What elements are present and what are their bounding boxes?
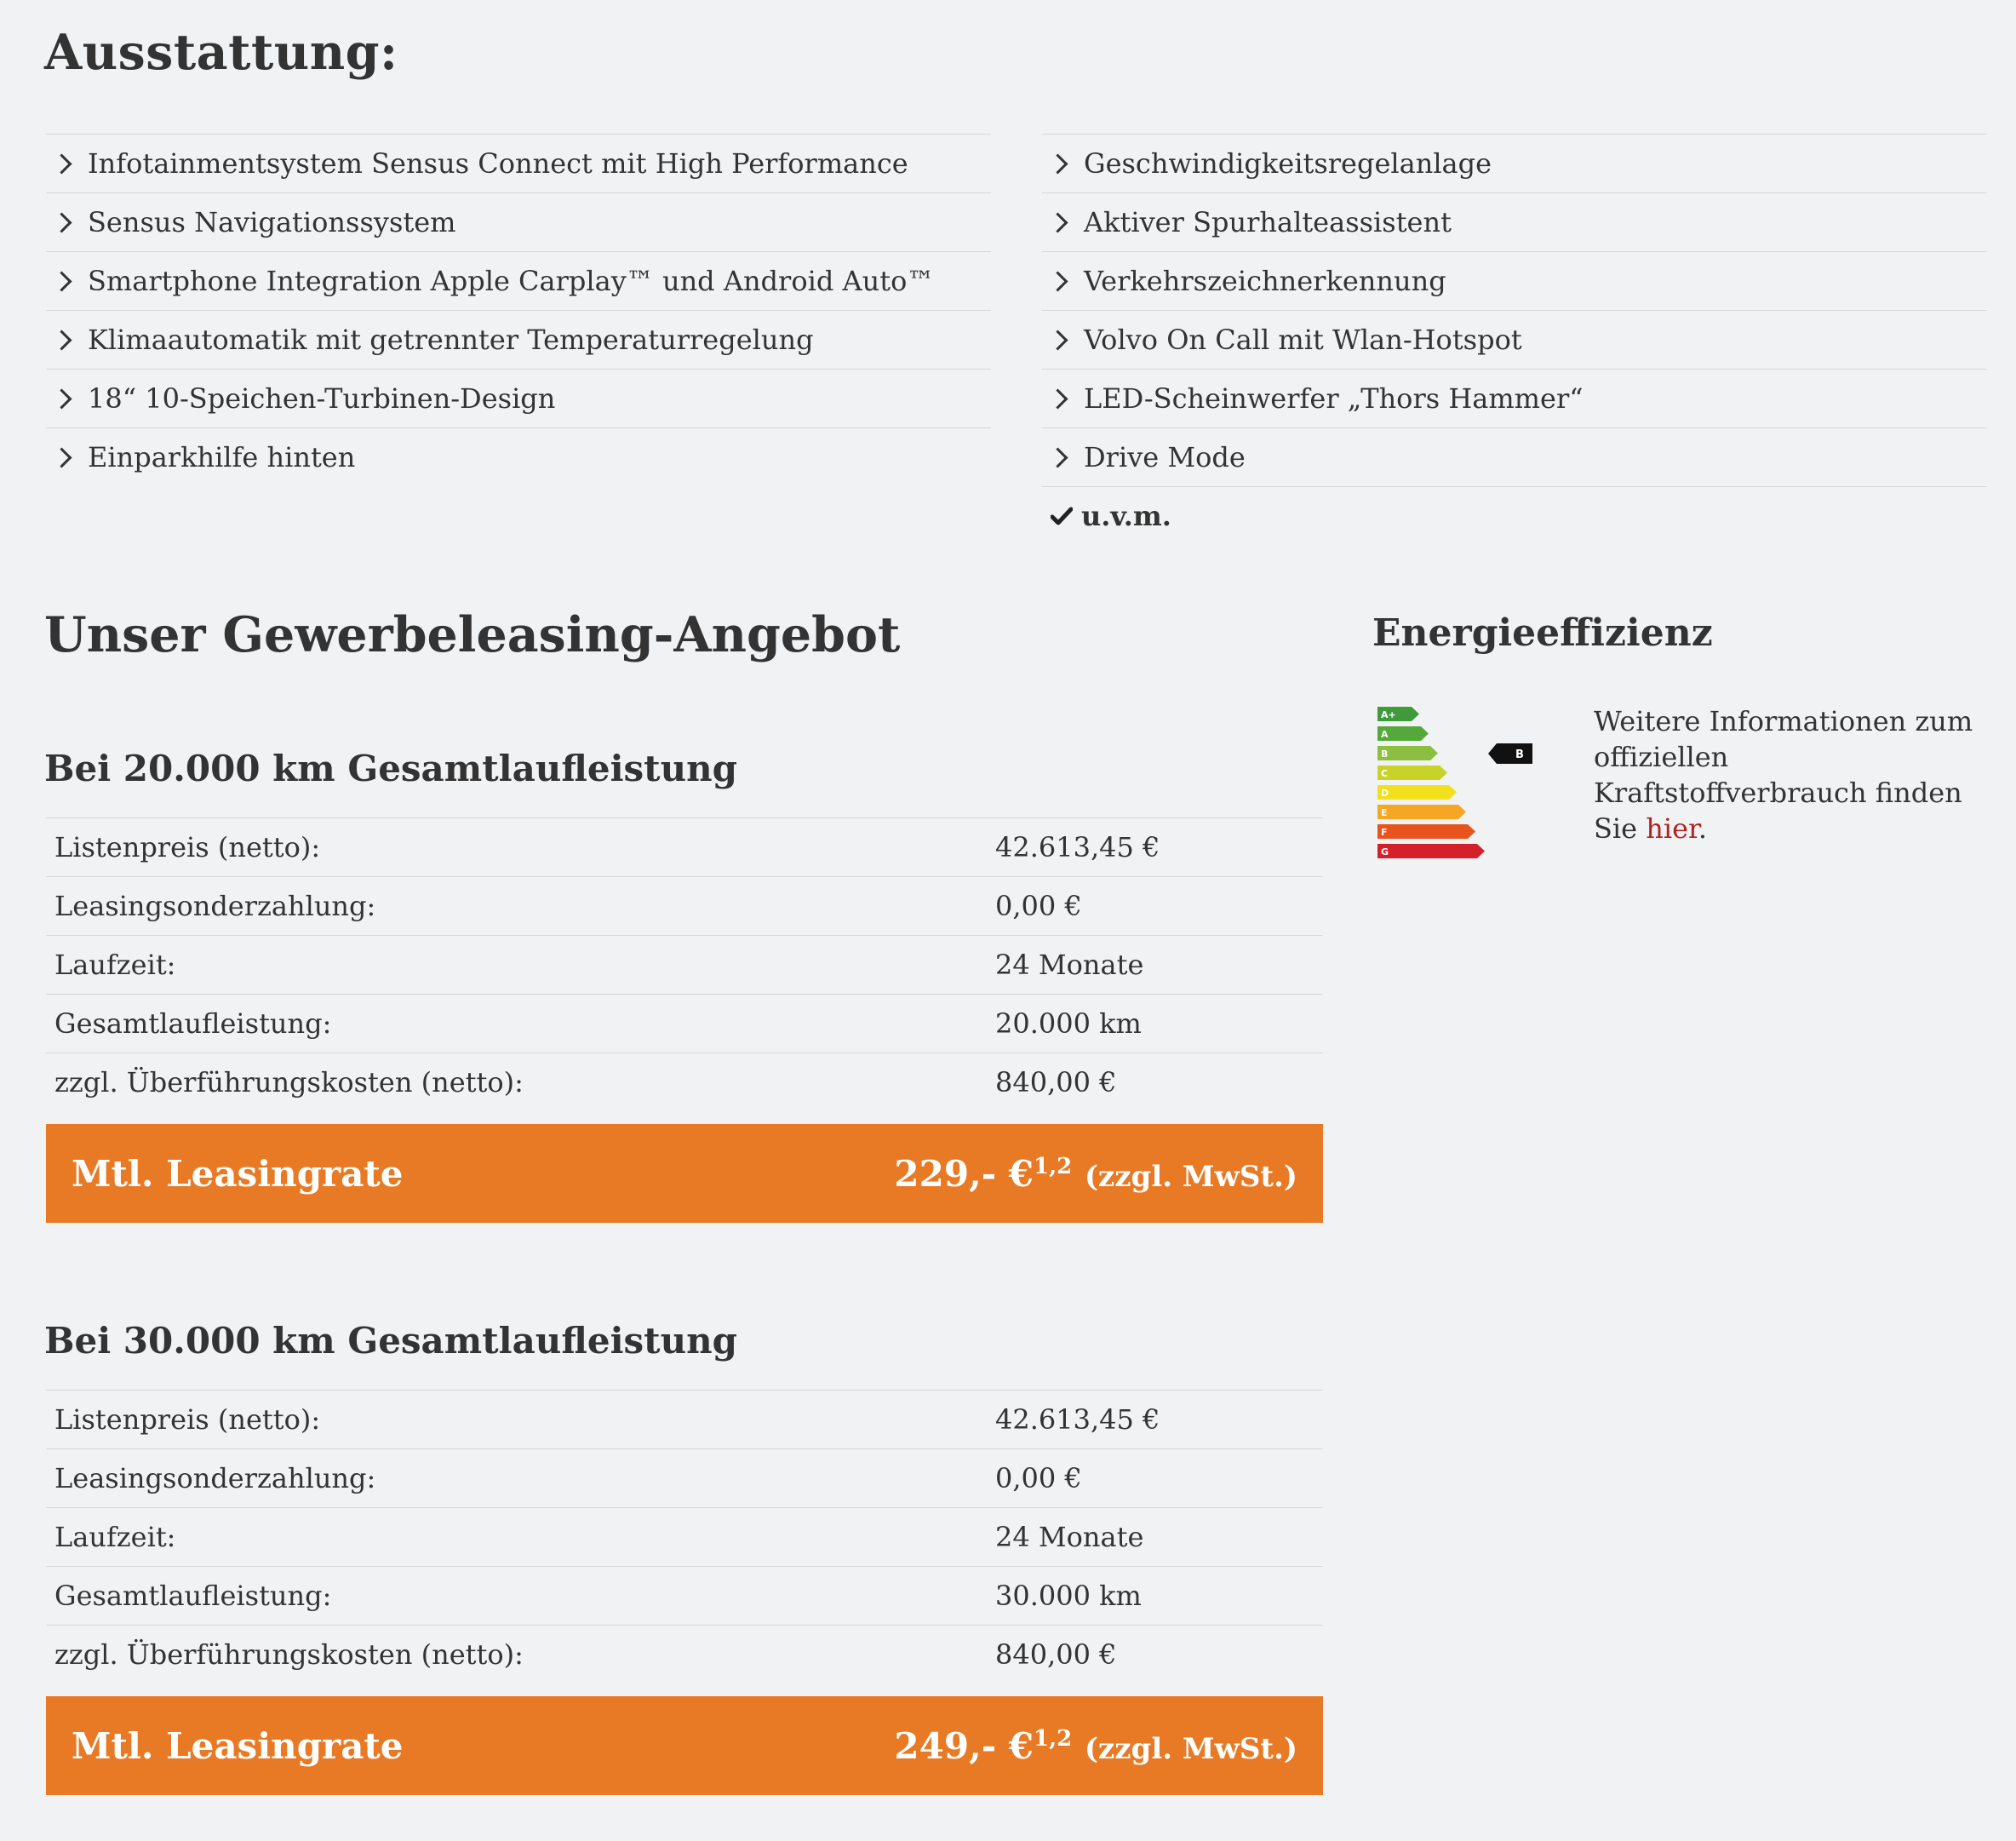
chevron-right-icon [51, 271, 72, 291]
chevron-right-icon [1047, 388, 1068, 409]
energy-class-label: D [1381, 788, 1389, 799]
energy-info-text [1594, 703, 1994, 846]
feature-item [1042, 369, 1987, 427]
row-value: 42.613,45 € [995, 831, 1160, 863]
feature-item [46, 192, 991, 251]
feature-label: 18“ 10-Speichen-Turbinen-Design [88, 382, 556, 415]
feature-item [1042, 310, 1987, 369]
chevron-right-icon [1047, 330, 1068, 350]
row-value: 20.000 km [995, 1007, 1142, 1040]
chevron-right-icon [1047, 212, 1068, 232]
feature-item [46, 251, 991, 310]
energy-class-label: F [1381, 827, 1388, 838]
energy-class-label: A+ [1381, 709, 1396, 720]
plan-title: Bei 30.000 km Gesamtlaufleistung [44, 1320, 738, 1362]
table-row [46, 935, 1323, 994]
table-row [46, 994, 1323, 1052]
feature-item [46, 310, 991, 369]
rate-note: (zzgl. MwSt.) [1084, 1159, 1297, 1194]
chevron-right-icon [51, 153, 72, 174]
energy-class-bar [1377, 844, 1485, 858]
row-value: 24 Monate [995, 949, 1144, 981]
feature-item-more [1042, 486, 1987, 545]
row-label: Listenpreis (netto): [54, 831, 321, 863]
feature-more-label: u.v.m. [1081, 500, 1171, 532]
chevron-right-icon [1047, 271, 1068, 291]
chevron-right-icon [51, 447, 72, 467]
row-value: 30.000 km [995, 1580, 1142, 1612]
feature-label: LED-Scheinwerfer „Thors Hammer“ [1084, 382, 1584, 415]
row-value: 840,00 € [995, 1638, 1117, 1671]
table-row [46, 817, 1323, 876]
rate-amount: 229,- € [894, 1152, 1034, 1195]
feature-label: Aktiver Spurhalteassistent [1084, 206, 1452, 238]
feature-label: Smartphone Integration Apple Carplay™ und Android Auto™ [88, 265, 935, 297]
energy-info-prefix: Weitere Informationen zum offiziellen Kraftstoffverbrauch finden Sie [1594, 705, 1973, 845]
table-row [46, 1507, 1323, 1566]
row-label: zzgl. Überführungskosten (netto): [54, 1638, 524, 1671]
row-label: Laufzeit: [54, 1521, 176, 1553]
feature-item [46, 134, 991, 192]
table-row [46, 1052, 1323, 1111]
energy-title: Energieeffizienz [1372, 611, 1713, 655]
chevron-right-icon [51, 388, 72, 409]
rate-amount: 249,- € [894, 1724, 1034, 1767]
table-row [46, 1625, 1323, 1683]
plan-table [46, 817, 1323, 1111]
chevron-right-icon [1047, 447, 1068, 467]
row-label: Leasingsonderzahlung: [54, 890, 376, 922]
row-label: Gesamtlaufleistung: [54, 1580, 332, 1612]
checkmark-icon [1051, 505, 1073, 527]
energy-rating-label: B [1515, 748, 1524, 761]
feature-item [1042, 192, 1987, 251]
monthly-rate-bar [46, 1124, 1323, 1223]
energy-class-bar [1377, 805, 1466, 819]
plan-table [46, 1390, 1323, 1683]
table-row [46, 1448, 1323, 1507]
feature-item [46, 427, 991, 486]
table-row [46, 876, 1323, 935]
row-value: 840,00 € [995, 1066, 1117, 1098]
row-value: 0,00 € [995, 890, 1082, 922]
energy-class-label: E [1381, 807, 1388, 818]
energy-class-bar [1377, 824, 1475, 839]
rate-footnote: 1,2 [1033, 1725, 1073, 1752]
row-label: Leasingsonderzahlung: [54, 1462, 376, 1494]
monthly-rate-value [894, 1153, 1297, 1195]
feature-item [46, 369, 991, 427]
chevron-right-icon [51, 330, 72, 350]
offer-title: Unser Gewerbeleasing-Angebot [44, 606, 901, 663]
features-list-right [1042, 134, 1987, 545]
feature-label: Sensus Navigationssystem [88, 206, 456, 238]
energy-class-label: G [1381, 846, 1389, 857]
energy-info-link[interactable]: hier [1646, 812, 1698, 845]
chevron-right-icon [1047, 153, 1068, 174]
energy-class-label: A [1381, 729, 1389, 740]
rate-note: (zzgl. MwSt.) [1084, 1731, 1297, 1766]
feature-label: Drive Mode [1084, 441, 1246, 473]
energy-rating-marker [1488, 743, 1532, 764]
feature-label: Infotainmentsystem Sensus Connect mit High Performance [88, 147, 908, 180]
energy-class-label: C [1381, 768, 1389, 779]
feature-item [1042, 134, 1987, 192]
features-list-left [46, 134, 991, 486]
plan-title: Bei 20.000 km Gesamtlaufleistung [44, 748, 738, 789]
monthly-rate-label: Mtl. Leasingrate [72, 1724, 404, 1767]
feature-item [1042, 427, 1987, 486]
energy-class-label: B [1381, 748, 1389, 760]
table-row [46, 1566, 1323, 1625]
row-label: zzgl. Überführungskosten (netto): [54, 1066, 524, 1098]
energy-class-bar [1377, 766, 1447, 780]
monthly-rate-bar [46, 1696, 1323, 1795]
feature-item [1042, 251, 1987, 310]
row-label: Gesamtlaufleistung: [54, 1007, 332, 1040]
monthly-rate-label: Mtl. Leasingrate [72, 1152, 404, 1195]
row-label: Listenpreis (netto): [54, 1403, 321, 1436]
chevron-right-icon [51, 212, 72, 232]
row-value: 0,00 € [995, 1462, 1082, 1494]
energy-info-suffix: . [1698, 812, 1707, 845]
energy-class-bar [1377, 785, 1457, 800]
table-row [46, 1390, 1323, 1448]
row-label: Laufzeit: [54, 949, 176, 981]
feature-label: Einparkhilfe hinten [88, 441, 356, 473]
feature-label: Volvo On Call mit Wlan-Hotspot [1084, 324, 1522, 356]
feature-label: Geschwindigkeitsregelanlage [1084, 147, 1492, 180]
rate-footnote: 1,2 [1033, 1153, 1073, 1179]
feature-label: Klimaautomatik mit getrennter Temperaturregelung [88, 324, 814, 356]
features-title: Ausstattung: [44, 24, 398, 81]
row-value: 42.613,45 € [995, 1403, 1160, 1436]
feature-label: Verkehrszeichnerkennung [1084, 265, 1446, 297]
monthly-rate-value [894, 1725, 1297, 1767]
row-value: 24 Monate [995, 1521, 1144, 1553]
energy-efficiency-label [1377, 707, 1548, 869]
